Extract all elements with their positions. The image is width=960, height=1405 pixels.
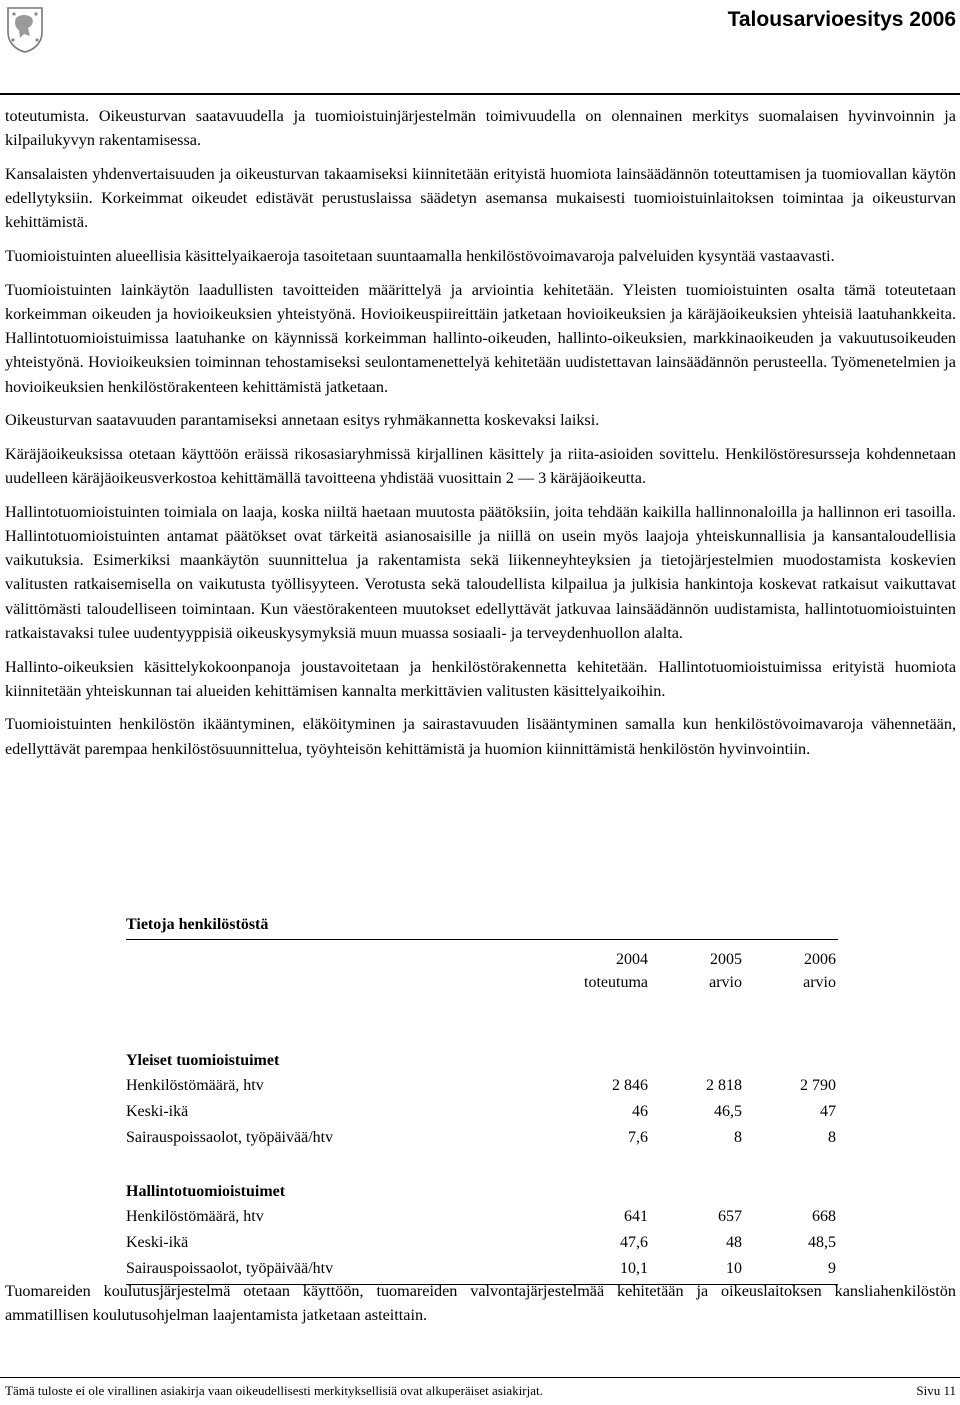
paragraph: Hallinto-oikeuksien käsittelykokoonpanoja joustavoitetaan ja henkilöstörakennetta kehitetään. Hallintotuomioistuimissa erityistä huomiota kiinnitetään yhteiskunnan tai alueiden kehittämisen kannalta merkittävien valitusten käsittelyaikoihin. bbox=[5, 657, 956, 700]
table-row bbox=[126, 1230, 838, 1256]
table-row bbox=[126, 1125, 838, 1151]
table-cell: 641 bbox=[624, 1208, 648, 1225]
table-cell: 10 bbox=[726, 1260, 742, 1277]
header-divider bbox=[0, 93, 960, 95]
staff-table bbox=[126, 914, 838, 1285]
table-cell: 48 bbox=[726, 1234, 742, 1251]
table-cell: 9 bbox=[828, 1260, 836, 1277]
page-number: Sivu 11 bbox=[916, 1383, 956, 1398]
paragraph: Hallintotuomioistuinten toimiala on laaja, koska niiltä haetaan muutosta päätöksiin, joita tehdään kaikilla hallinnonaloilla ja hallinnon eri tasoilla. Hallintotuomioistuinten antamat päätökset ovat tärkeitä asianosaisille ja niillä on usein myös laajoja yhteiskunnallisia ja kansantaloudellisia vaikutuksia. Esimerkiksi maankäytön suunnittelua ja rakentamista sekä liikenneyhteyksien ja tietojärjestelmien muodostamista koskevien valitusten ratkaisemisella on vaikutusta työllisyyteen. Verotusta sekä taloudellista kilpailua ja julkisia hankintoja koskevat ratkaisut vaikuttavat välittömästi taloudelliseen toimintaan. Kun väestörakenteen muutokset edellyttävät jatkuvaa lainsäädännön uudistamista, hallintotuomioistuinten ratkaistavaksi tulee uudentyyppisiä oikeuskysymyksiä muun muassa sosiaali- ja terveydenhuollon alalta. bbox=[5, 502, 956, 642]
table-cell: 48,5 bbox=[808, 1234, 836, 1251]
table-cell: 47 bbox=[820, 1103, 836, 1120]
document-title: Talousarvioesitys 2006 bbox=[727, 8, 956, 31]
group-title: Yleiset tuomioistuimet bbox=[126, 1052, 280, 1069]
table-cell: 47,6 bbox=[620, 1234, 648, 1251]
table-cell: 668 bbox=[812, 1208, 836, 1225]
paragraph: Tuomioistuinten henkilöstön ikääntyminen, eläköityminen ja sairastavuuden lisääntyminen samalla kun henkilöstövoimavaroja vähennetään, edellyttävät parempaa henkilöstösuunnittelua, työyhteisön kehittämistä ja huomion kiinnittämistä henkilöstön hyvinvointiin. bbox=[5, 715, 956, 758]
table-cell: 8 bbox=[734, 1129, 742, 1146]
page-header bbox=[0, 0, 960, 96]
table-title: Tietoja henkilöstöstä bbox=[126, 916, 269, 933]
table-header-row bbox=[126, 948, 838, 996]
table-cell: 8 bbox=[828, 1129, 836, 1146]
table-cell: 46,5 bbox=[714, 1103, 742, 1120]
row-label: Sairauspoissaolot, työpäivää/htv bbox=[126, 1260, 334, 1277]
closing-text bbox=[5, 1279, 956, 1327]
paragraph: Tuomioistuinten alueellisia käsittelyaikaeroja tasoitetaan suuntaamalla henkilöstövoimavaroja palveluiden kysyntää vastaavasti. bbox=[5, 247, 835, 266]
footer-notice: Tämä tuloste ei ole virallinen asiakirja vaan oikeudellisesti merkityksellisiä ovat alkuperäiset asiakirjat. bbox=[5, 1383, 543, 1398]
row-label: Sairauspoissaolot, työpäivää/htv bbox=[126, 1129, 334, 1146]
table-cell: 657 bbox=[718, 1208, 742, 1225]
row-label: Keski-ikä bbox=[126, 1103, 189, 1120]
table-cell: 2 846 bbox=[612, 1077, 648, 1094]
column-header: 2006 arvio bbox=[803, 951, 836, 991]
group-title: Hallintotuomioistuimet bbox=[126, 1183, 286, 1200]
table-cell: 2 790 bbox=[800, 1077, 836, 1094]
coat-of-arms-icon bbox=[4, 4, 46, 54]
table-cell: 7,6 bbox=[628, 1129, 648, 1146]
table-cell: 2 818 bbox=[706, 1077, 742, 1094]
column-header: 2005 arvio bbox=[709, 951, 742, 991]
paragraph: toteutumista. Oikeusturvan saatavuudella ja tuomioistuinjärjestelmän toimivuudella on olennainen merkitys suomalaisen hyvinvoinnin ja kilpailukyvyn rakentamisessa. bbox=[5, 107, 956, 150]
paragraph: Käräjäoikeuksissa otetaan käyttöön eräissä rikosasiaryhmissä kirjallinen käsittely ja riita-asioiden sovittelu. Henkilöstöresursseja kohdennetaan uudelleen käräjäoikeusverkostoa kehittämällä tavoitteena yhdistää vuosittain 2 — 3 käräjäoikeutta. bbox=[5, 444, 956, 488]
paragraph: Tuomareiden koulutusjärjestelmä otetaan käyttöön, tuomareiden valvontajärjestelmää kehitetään ja oikeuslaitoksen kansliahenkilöstön ammatillisen koulutusohjelman laajentamista jatketaan asteittain. bbox=[5, 1282, 956, 1325]
table-cell: 10,1 bbox=[620, 1260, 648, 1277]
table-top-rule bbox=[126, 939, 838, 940]
row-label: Keski-ikä bbox=[126, 1234, 189, 1251]
paragraph: Kansalaisten yhdenvertaisuuden ja oikeusturvan takaamiseksi kiinnitetään erityistä huomiota lainsäädännön toteuttamisen ja tuomiovallan käytön edellytyksiin. Korkeimmat oikeudet edistävät perustuslaissa säädetyn asemansa mukaisesti tuomioistuinlaitoksen toimintaa ja oikeusturvan kehittämistä. bbox=[5, 164, 956, 232]
column-header: 2004 toteutuma bbox=[584, 951, 648, 991]
table-row bbox=[126, 1099, 838, 1125]
table-row bbox=[126, 1204, 838, 1230]
table-row bbox=[126, 1073, 838, 1099]
table-cell: 46 bbox=[632, 1103, 648, 1120]
main-text bbox=[5, 104, 956, 770]
footer-divider bbox=[0, 1377, 960, 1378]
paragraph: Oikeusturvan saatavuuden parantamiseksi annetaan esitys ryhmäkannetta koskevaksi laiksi. bbox=[5, 411, 600, 430]
row-label: Henkilöstömäärä, htv bbox=[126, 1077, 264, 1094]
row-label: Henkilöstömäärä, htv bbox=[126, 1208, 264, 1225]
paragraph: Tuomioistuinten lainkäytön laadullisten tavoitteiden määrittelyä ja arviointia kehitetään. Yleisten tuomioistuinten osalta tämä toteutetaan korkeimman oikeuden ja hovioikeuksien yhteistyönä. Hovioikeuspiireittäin jatketaan hovioikeuksien ja käräjäoikeuksien yhteisiä laatuhankkeita. Hallintotuomioistuimissa laatuhanke on käynnissä korkeimman hallinto-oikeuden, hallinto-oikeuksien, markkinaoikeuden ja vakuutusoikeuden yhteistyönä. Hovioikeuksien toiminnan tehostamiseksi seulontamenettelyä kehitetään uudistettavan lainsäädännön perusteella. Työmenetelmien ja hovioikeuksien henkilöstörakenteen kehittämistä jatketaan. bbox=[5, 280, 956, 396]
